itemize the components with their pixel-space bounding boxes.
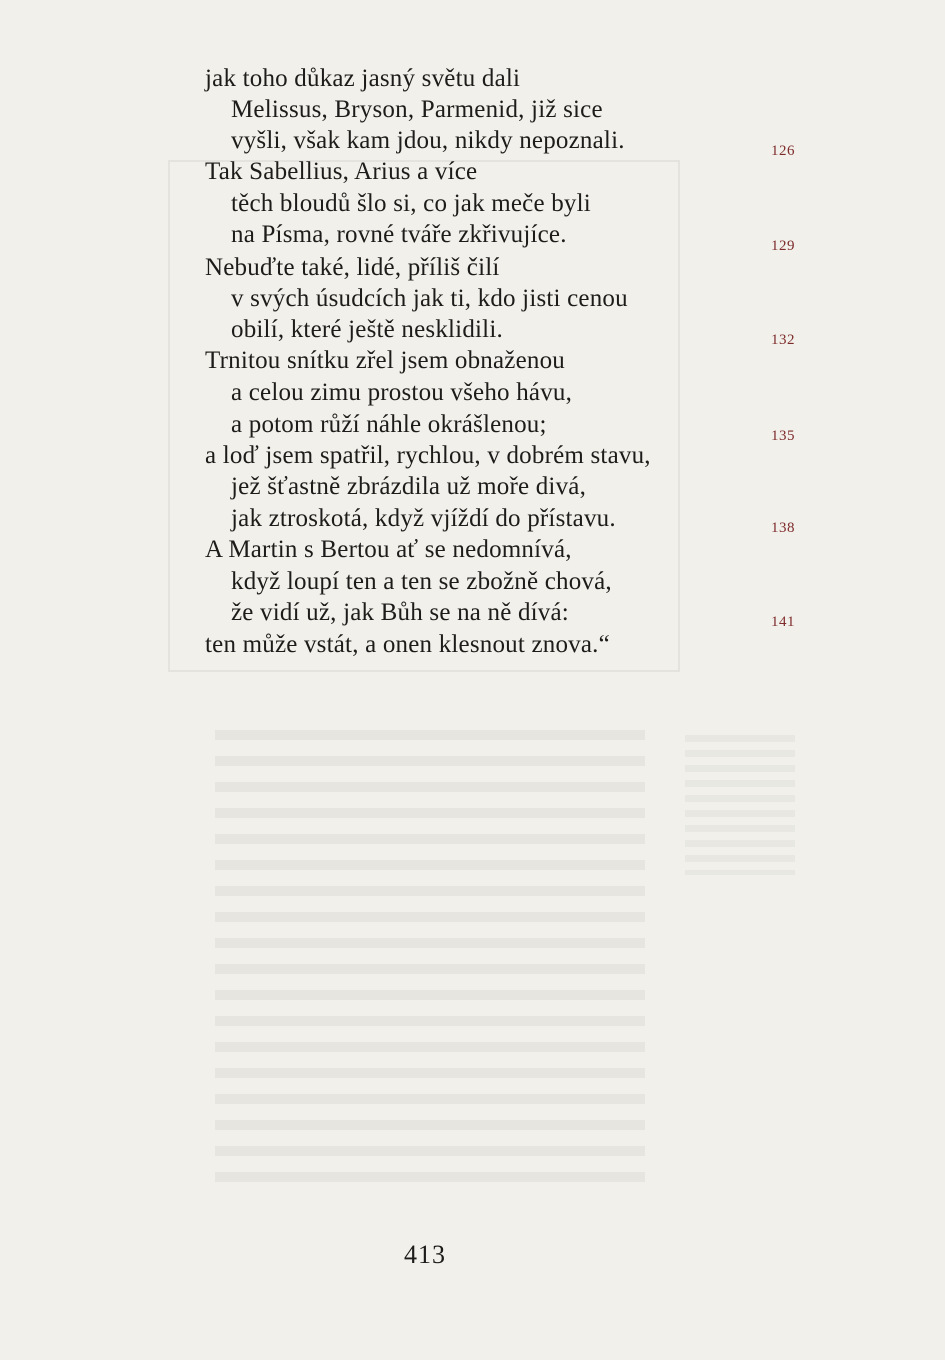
verse-line: vyšli, však kam jdou, nikdy nepoznali.: [231, 127, 625, 154]
verse-line: jež šťastně zbrázdila už moře divá,: [231, 473, 587, 500]
verse-line: ten může vstát, a onen klesnout znova.“: [205, 631, 610, 658]
line-number: 132: [771, 332, 795, 348]
line-number: 141: [771, 614, 795, 630]
verse-line: A Martin s Bertou ať se nedomnívá,: [205, 536, 572, 563]
line-number: 126: [771, 143, 795, 159]
line-number: 135: [771, 428, 795, 444]
verse-line: Melissus, Bryson, Parmenid, již sice: [231, 96, 603, 123]
verse-line: a potom růží náhle okrášlenou;: [231, 411, 547, 438]
verse-line: jak toho důkaz jasný světu dali: [205, 65, 521, 92]
verse-line: a celou zimu prostou všeho hávu,: [231, 379, 573, 406]
verse-line: na Písma, rovné tváře zkřivujíce.: [231, 221, 567, 248]
line-number: 138: [771, 520, 795, 536]
verse-line: v svých úsudcích jak ti, kdo jisti cenou: [231, 285, 628, 312]
line-number: 129: [771, 238, 795, 254]
verse-line: že vidí už, jak Bůh se na ně dívá:: [231, 599, 569, 626]
verse-line: Tak Sabellius, Arius a více: [205, 158, 478, 185]
verse-line: obilí, které ještě nesklidili.: [231, 316, 503, 343]
verse-line: těch bloudů šlo si, co jak meče byli: [231, 190, 591, 217]
verse-line: Nebuďte také, lidé, příliš čilí: [205, 254, 500, 281]
show-through-notes: [685, 735, 795, 875]
verse-line: Trnitou snítku zřel jsem obnaženou: [205, 347, 565, 374]
verse-line: jak ztroskotá, když vjíždí do přístavu.: [231, 505, 616, 532]
show-through-text: [215, 730, 645, 1190]
verse-line: když loupí ten a ten se zbožně chová,: [231, 568, 612, 595]
page-number: 413: [404, 1240, 446, 1269]
verse-line: a loď jsem spatřil, rychlou, v dobrém stavu,: [205, 442, 651, 469]
